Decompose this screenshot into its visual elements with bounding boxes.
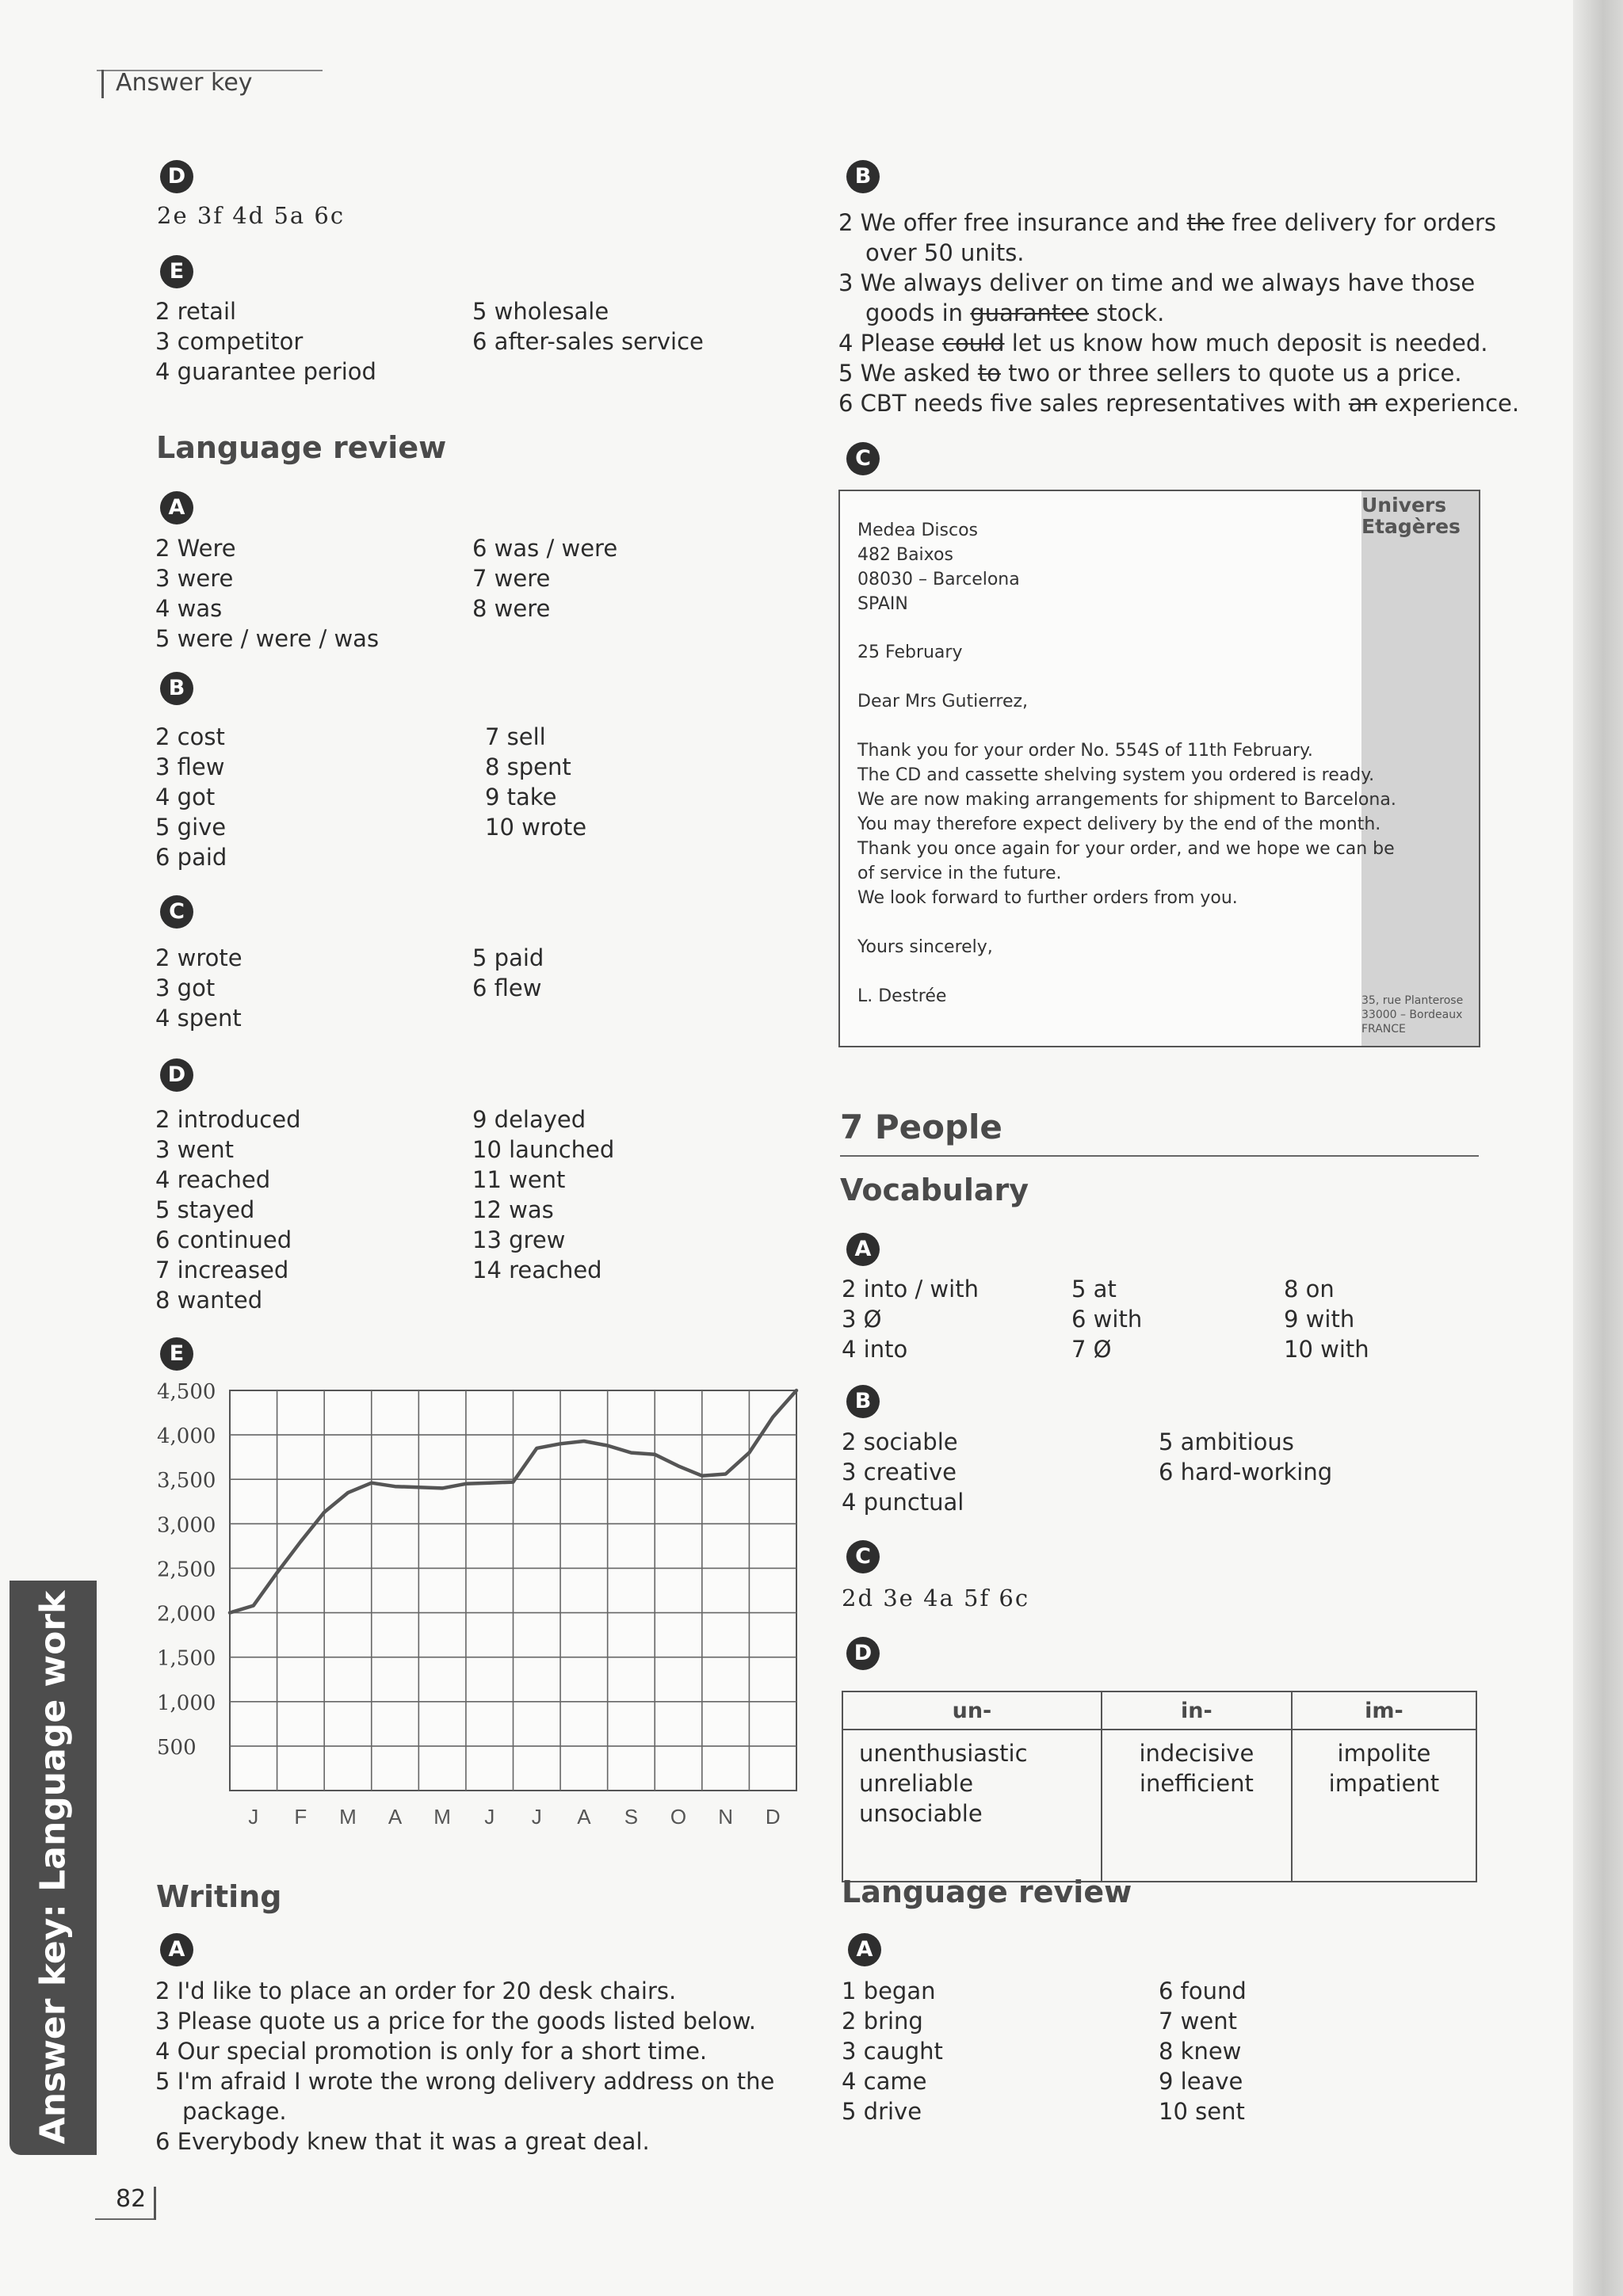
badge-va: A [846, 1233, 880, 1266]
lra-col1 [155, 533, 379, 654]
list-item: 3 competitor [155, 328, 304, 355]
y-tick-label: 4,000 [157, 1425, 216, 1449]
list-item: 6 with [1071, 1306, 1143, 1333]
list-item: 7 went [1159, 2008, 1237, 2035]
list-item: 9 leave [1159, 2068, 1243, 2095]
table-header: in- [1102, 1691, 1292, 1730]
y-tick-label: 2,500 [157, 1558, 216, 1582]
badge-vc: C [846, 1540, 880, 1573]
rla-col1 [842, 1976, 943, 2126]
x-tick-label: J [531, 1805, 542, 1829]
letter-greeting: Dear Mrs Gutierrez, [857, 692, 1029, 711]
va-col1 [842, 1274, 979, 1364]
x-tick-label: M [339, 1805, 357, 1829]
lrd-col1 [155, 1104, 301, 1315]
list-item: 3 creative [842, 1459, 957, 1486]
section-title-vocabulary: Vocabulary [840, 1173, 1029, 1207]
list-item: 2 We offer free insurance and the free delivery for orders [838, 209, 1497, 236]
list-item: 8 spent [485, 753, 571, 780]
list-item: 10 with [1284, 1336, 1369, 1363]
list-item: 4 spent [155, 1005, 242, 1032]
list-item: 2 retail [155, 298, 237, 325]
company-address: 35, rue Planterose 33000 – Bordeaux FRANCE [1361, 994, 1464, 1035]
va-col2 [1071, 1274, 1142, 1364]
list-item: 11 went [472, 1166, 566, 1193]
list-item: 6 was / were [472, 535, 618, 562]
x-tick-label: D [765, 1805, 781, 1829]
list-item: package. [182, 2098, 287, 2125]
list-item: 9 take [485, 784, 557, 810]
list-item: 7 Ø [1071, 1336, 1112, 1363]
header-title: Answer key [116, 69, 253, 97]
x-tick-label: N [718, 1805, 734, 1829]
letter-signature: L. Destrée [857, 986, 947, 1006]
list-item: 3 Please quote us a price for the goods listed below. [155, 2008, 756, 2035]
table-cell: indecisive inefficient [1102, 1730, 1292, 1882]
unit-title: 7 People [840, 1108, 1002, 1146]
letter-date: 25 February [857, 643, 963, 662]
list-item: 10 wrote [485, 814, 587, 841]
page-number-rule [95, 2218, 155, 2220]
y-tick-label: 1,500 [157, 1646, 216, 1671]
table-header: un- [842, 1691, 1102, 1730]
sales-line-chart [151, 1375, 800, 1830]
writing-a-lines [155, 1976, 774, 2157]
lrc-col2 [472, 943, 544, 1003]
y-tick-label: 1,000 [157, 1691, 216, 1715]
list-item: 3 We always deliver on time and we always have those [838, 269, 1476, 296]
list-item: 5 ambitious [1159, 1428, 1294, 1455]
list-item: 2 cost [155, 723, 225, 750]
list-item: 8 knew [1159, 2038, 1242, 2065]
list-item: 3 Ø [842, 1306, 882, 1333]
list-item: 2 I'd like to place an order for 20 desk chairs. [155, 1978, 677, 2004]
x-tick-label: J [248, 1805, 259, 1829]
page-number-bar [154, 2187, 156, 2220]
vb-col1 [842, 1427, 964, 1517]
lrd-col2 [472, 1104, 614, 1285]
sidebar-label: Answer key: Language work [32, 1590, 74, 2145]
page-number: 82 [116, 2185, 147, 2213]
list-item: 3 caught [842, 2038, 943, 2065]
list-item: 4 came [842, 2068, 927, 2095]
list-item: 9 delayed [472, 1106, 586, 1133]
rla-col2 [1159, 1976, 1247, 2126]
y-tick-label: 2,000 [157, 1602, 216, 1627]
list-item: 7 increased [155, 1257, 289, 1283]
y-tick-label: 3,000 [157, 1513, 216, 1538]
list-item: 6 continued [155, 1226, 292, 1253]
list-item: 10 sent [1159, 2098, 1245, 2125]
list-item: 2 Were [155, 535, 236, 562]
list-item: 4 guarantee period [155, 358, 376, 385]
sidebar-tab [10, 1581, 97, 2155]
list-item: 2 sociable [842, 1428, 958, 1455]
y-tick-label: 4,500 [157, 1380, 216, 1404]
list-item: 7 sell [485, 723, 546, 750]
x-tick-label: M [433, 1805, 451, 1829]
list-item: 5 We asked to two or three sellers to quote us a price. [838, 360, 1462, 387]
list-item: 3 got [155, 974, 216, 1001]
badge-c: C [160, 895, 193, 929]
rb-lines [838, 208, 1519, 418]
badge-vd: D [846, 1637, 880, 1670]
x-tick-label: A [577, 1805, 591, 1829]
e-col1 [155, 296, 376, 387]
list-item: 4 reached [155, 1166, 271, 1193]
list-item: 3 were [155, 565, 234, 592]
x-tick-label: J [484, 1805, 495, 1829]
badge-rla: A [848, 1933, 881, 1966]
list-item: 13 grew [472, 1226, 566, 1253]
section-title-language-review-2: Language review [842, 1875, 1132, 1909]
list-item: 4 into [842, 1336, 908, 1363]
list-item: 4 punctual [842, 1489, 964, 1516]
x-tick-label: F [294, 1805, 307, 1829]
list-item: 5 wholesale [472, 298, 609, 325]
list-item: 7 were [472, 565, 551, 592]
letter-closing: Yours sincerely, [857, 937, 993, 957]
list-item: 3 went [155, 1136, 234, 1163]
list-item: 2 wrote [155, 944, 242, 971]
list-item: goods in guarantee stock. [865, 299, 1165, 326]
badge-vb: B [846, 1385, 880, 1418]
page-edge [1573, 0, 1623, 2296]
va-col3 [1284, 1274, 1369, 1364]
badge-rb: B [846, 160, 880, 193]
list-item: 5 I'm afraid I wrote the wrong delivery address on the [155, 2068, 775, 2095]
badge-d2: D [160, 1058, 193, 1092]
section-title-language-review: Language review [156, 430, 447, 465]
section-title-writing: Writing [156, 1879, 282, 1914]
list-item: 2 into / with [842, 1276, 979, 1302]
prefix-table [842, 1691, 1477, 1882]
list-item: 4 Please could let us know how much deposit is needed. [838, 330, 1488, 357]
list-item: 8 were [472, 595, 551, 622]
list-item: 10 launched [472, 1136, 615, 1163]
list-item: 3 flew [155, 753, 225, 780]
unit-title-rule [840, 1155, 1479, 1157]
list-item: 4 got [155, 784, 216, 810]
list-item: 5 paid [472, 944, 544, 971]
lrb-col1 [155, 722, 227, 872]
y-tick-label: 3,500 [157, 1469, 216, 1493]
letter-body: Thank you for your order No. 554S of 11th February. The CD and cassette shelving system you ordered is ready. We are now making arrangements for shipment to Barcelona. You may therefore expect delivery by the end of the month. Thank you once again for your order, and we hope we can be of service in the future. We look forward to further orders from you. [857, 741, 1396, 908]
header-bar [101, 70, 104, 98]
list-item: 6 CBT needs five sales representatives with an experience. [838, 390, 1520, 417]
list-item: 6 found [1159, 1978, 1247, 2004]
badge-wa: A [160, 1933, 193, 1966]
lrb-col2 [485, 722, 586, 842]
e-col2 [472, 296, 704, 357]
list-item: 5 at [1071, 1276, 1117, 1302]
d-answers: 2e 3f 4d 5a 6c [157, 202, 346, 229]
list-item: 5 were / were / was [155, 625, 380, 652]
y-tick-label: 500 [157, 1735, 197, 1760]
list-item: 6 flew [472, 974, 542, 1001]
badge-a: A [160, 491, 193, 524]
list-item: 6 hard-working [1159, 1459, 1333, 1486]
x-tick-label: A [388, 1805, 403, 1829]
badge-e2: E [160, 1337, 193, 1371]
list-item: 5 give [155, 814, 227, 841]
vb-col2 [1159, 1427, 1332, 1487]
list-item: 6 Everybody knew that it was a great deal. [155, 2128, 650, 2155]
list-item: 4 Our special promotion is only for a short time. [155, 2038, 708, 2065]
table-header: im- [1292, 1691, 1476, 1730]
list-item: 2 bring [842, 2008, 923, 2035]
vc-answers: 2d 3e 4a 5f 6c [842, 1585, 1030, 1611]
badge-e: E [160, 255, 193, 288]
badge-b: B [160, 672, 193, 705]
list-item: 14 reached [472, 1257, 602, 1283]
list-item: 1 began [842, 1978, 936, 2004]
badge-rc: C [846, 442, 880, 475]
table-cell: impolite impatient [1292, 1730, 1476, 1882]
list-item: 9 with [1284, 1306, 1355, 1333]
list-item: 12 was [472, 1196, 554, 1223]
list-item: 6 after-sales service [472, 328, 704, 355]
lrc-col1 [155, 943, 242, 1033]
recipient-address: Medea Discos 482 Baixos 08030 – Barcelona SPAIN [857, 521, 1020, 614]
business-letter [838, 490, 1480, 1047]
list-item: 6 paid [155, 844, 227, 871]
list-item: 8 on [1284, 1276, 1335, 1302]
list-item: 5 drive [842, 2098, 922, 2125]
list-item: 4 was [155, 595, 223, 622]
lra-col2 [472, 533, 617, 624]
list-item: over 50 units. [865, 239, 1025, 266]
badge-d: D [160, 160, 193, 193]
company-name: Univers Etagères [1361, 494, 1461, 538]
table-cell: unenthusiastic unreliable unsociable [842, 1730, 1102, 1882]
list-item: 2 introduced [155, 1106, 301, 1133]
x-tick-label: S [624, 1805, 639, 1829]
list-item: 5 stayed [155, 1196, 255, 1223]
x-tick-label: O [670, 1805, 687, 1829]
list-item: 8 wanted [155, 1287, 263, 1314]
